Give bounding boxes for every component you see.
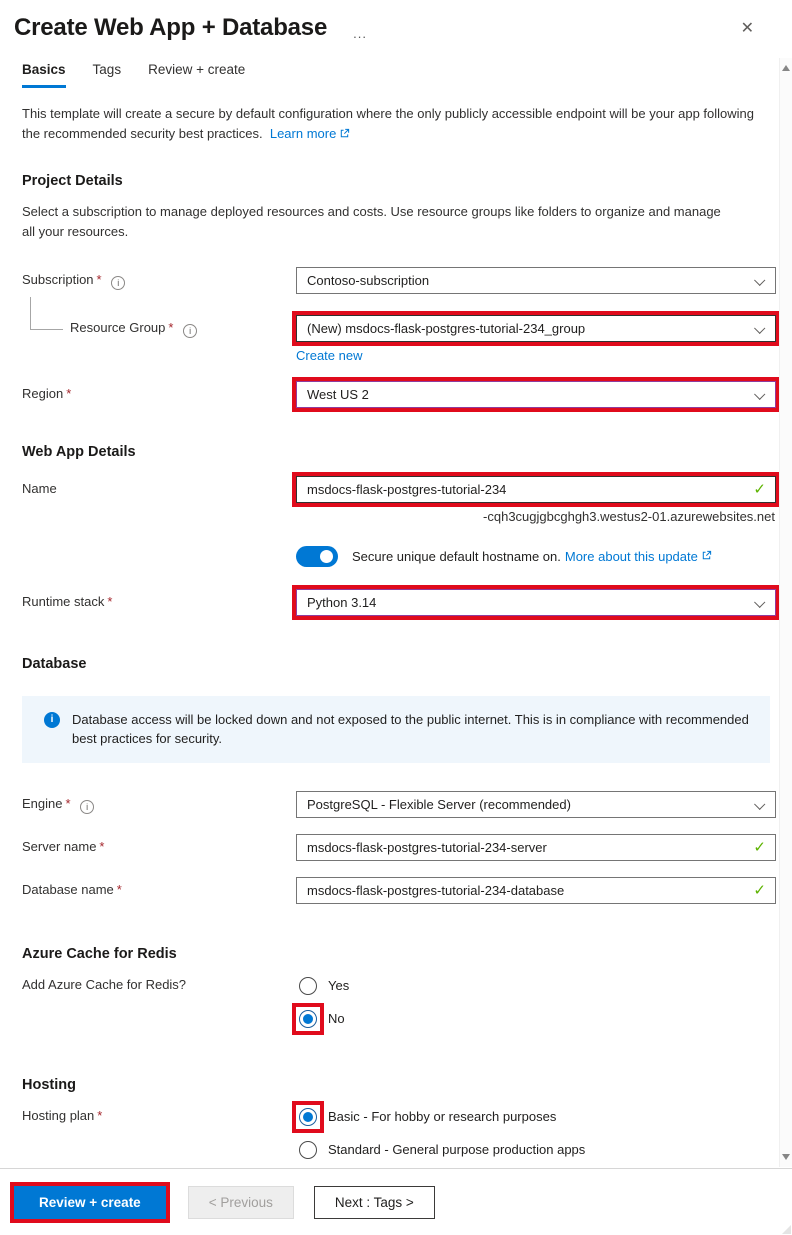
info-banner (22, 696, 770, 763)
runtime-stack-label (22, 589, 296, 609)
toggle-knob (320, 550, 333, 563)
resize-handle[interactable] (782, 1225, 791, 1234)
resource-group-row (22, 315, 776, 363)
web-app-details-heading: Web App Details (22, 443, 136, 460)
redis-option-yes[interactable] (296, 974, 776, 998)
radio-button-selected-icon[interactable] (299, 1010, 317, 1028)
database-name-row (22, 877, 776, 904)
subscription-row (22, 267, 776, 294)
server-name-input[interactable] (296, 834, 776, 861)
required-marker: * (99, 838, 105, 854)
name-row (22, 476, 776, 524)
project-details-description: Select a subscription to manage deployed resources and costs. Use resource groups like folders to organize and manage all your resources. (22, 204, 721, 240)
hosting-option-basic[interactable] (296, 1105, 776, 1129)
server-name-field-shell (296, 834, 776, 861)
redis-row (22, 972, 776, 1031)
database-name-label-text: Database name (22, 881, 114, 897)
radio-button-icon[interactable] (299, 977, 317, 995)
region-dropdown[interactable] (296, 381, 776, 408)
subscription-value: Contoso-subscription (307, 272, 430, 288)
subscription-label (22, 267, 296, 290)
database-heading: Database (22, 655, 87, 672)
database-name-input[interactable] (296, 877, 776, 904)
info-icon[interactable]: i (111, 276, 125, 290)
resource-group-value: (New) msdocs-flask-postgres-tutorial-234_group (307, 320, 586, 336)
hosting-option-standard[interactable] (296, 1138, 776, 1162)
scroll-down-icon[interactable] (780, 1151, 792, 1165)
chevron-down-icon (754, 322, 765, 333)
hosting-heading: Hosting (22, 1076, 76, 1093)
radio-label: Yes (328, 978, 350, 994)
radio-wrap (296, 974, 320, 998)
resource-group-label-text: Resource Group (70, 319, 166, 335)
info-icon[interactable]: i (80, 800, 94, 814)
previous-button[interactable]: < Previous (188, 1186, 294, 1219)
hosting-plan-label (22, 1103, 296, 1123)
region-label (22, 381, 296, 401)
tab-bar (22, 62, 792, 88)
hostname-suffix: -cqh3cugjgbcghgh3.westus2-01.azurewebsites.net (483, 508, 775, 524)
required-marker: * (66, 385, 72, 401)
review-create-button[interactable]: Review + create (14, 1186, 166, 1219)
runtime-stack-label-text: Runtime stack (22, 593, 105, 609)
engine-row (22, 791, 776, 818)
radio-wrap (296, 1138, 320, 1162)
scrollbar[interactable] (779, 58, 792, 1167)
resource-group-connector (30, 297, 63, 330)
radio-label: No (328, 1011, 345, 1027)
radio-button-icon[interactable] (299, 1141, 317, 1159)
engine-label (22, 791, 296, 814)
secure-hostname-row (22, 544, 776, 567)
database-name-label (22, 877, 296, 897)
info-icon[interactable]: i (183, 324, 197, 338)
intro-text (22, 104, 774, 145)
required-marker: * (116, 881, 122, 897)
info-banner-text: Database access will be locked down and not exposed to the public internet. This is in compliance with recommended best practices for security. (72, 711, 749, 747)
required-marker: * (65, 795, 71, 811)
create-new-link[interactable]: Create new (296, 347, 363, 363)
page-title: Create Web App + Database (14, 14, 328, 41)
runtime-stack-row (22, 589, 776, 616)
required-marker: * (97, 1107, 103, 1123)
region-value: West US 2 (307, 386, 369, 402)
engine-dropdown[interactable] (296, 791, 776, 818)
valid-check-icon: ✓ (753, 881, 766, 899)
secure-hostname-toggle[interactable] (296, 546, 338, 567)
radio-button-selected-icon[interactable] (299, 1108, 317, 1126)
chevron-down-icon (754, 596, 765, 607)
info-icon: i (44, 712, 60, 728)
scroll-up-icon[interactable] (780, 62, 792, 76)
database-name-field-shell (296, 877, 776, 904)
tab-review-create[interactable]: Review + create (148, 62, 246, 77)
hosting-plan-label-text: Hosting plan (22, 1107, 95, 1123)
secure-hostname-text: Secure unique default hostname on. (352, 548, 561, 564)
project-details-heading: Project Details (22, 173, 123, 190)
runtime-stack-dropdown[interactable] (296, 589, 776, 616)
required-marker: * (107, 593, 113, 609)
close-icon[interactable]: ✕ (740, 20, 754, 37)
title-bar (0, 0, 792, 42)
tab-basics[interactable]: Basics (22, 62, 66, 88)
engine-value: PostgreSQL - Flexible Server (recommended) (307, 796, 571, 812)
external-link-icon (339, 125, 350, 145)
next-tags-button[interactable]: Next : Tags > (314, 1186, 435, 1219)
redis-heading: Azure Cache for Redis (22, 945, 177, 962)
region-row (22, 381, 776, 408)
intro-text-body: This template will create a secure by default configuration where the only publicly accessible endpoint will be your app following the recommended security best practices. (22, 106, 755, 142)
redis-question-label: Add Azure Cache for Redis? (22, 976, 187, 992)
server-name-label-text: Server name (22, 838, 97, 854)
more-about-update-link[interactable]: More about this update (564, 548, 698, 564)
region-label-text: Region (22, 385, 64, 401)
subscription-label-text: Subscription (22, 271, 94, 287)
more-options-icon[interactable]: ... (353, 26, 367, 41)
hosting-plan-row (22, 1103, 776, 1162)
redis-option-no[interactable] (296, 1007, 776, 1031)
valid-check-icon: ✓ (753, 480, 766, 498)
radio-label: Basic - For hobby or research purposes (328, 1109, 557, 1125)
subscription-dropdown[interactable] (296, 267, 776, 294)
secure-hostname-spacer (22, 544, 296, 549)
valid-check-icon: ✓ (753, 838, 766, 856)
radio-wrap-highlighted (296, 1105, 320, 1129)
engine-label-text: Engine (22, 795, 63, 811)
required-marker: * (96, 271, 102, 287)
resource-group-label (22, 315, 296, 338)
chevron-down-icon (754, 388, 765, 399)
footer-bar (0, 1168, 792, 1235)
runtime-stack-value: Python 3.14 (307, 594, 377, 610)
resource-group-dropdown[interactable] (296, 315, 776, 342)
radio-label: Standard - General purpose production apps (328, 1142, 586, 1158)
server-name-label (22, 834, 296, 854)
name-field-shell (296, 476, 776, 503)
tab-tags[interactable]: Tags (92, 62, 122, 77)
chevron-down-icon (754, 274, 765, 285)
server-name-row (22, 834, 776, 861)
chevron-down-icon (754, 798, 765, 809)
radio-wrap-highlighted (296, 1007, 320, 1031)
external-link-icon (701, 549, 712, 564)
name-label: Name (22, 480, 57, 496)
name-input[interactable] (296, 476, 776, 503)
learn-more-link[interactable]: Learn more (269, 126, 337, 142)
required-marker: * (168, 319, 174, 335)
